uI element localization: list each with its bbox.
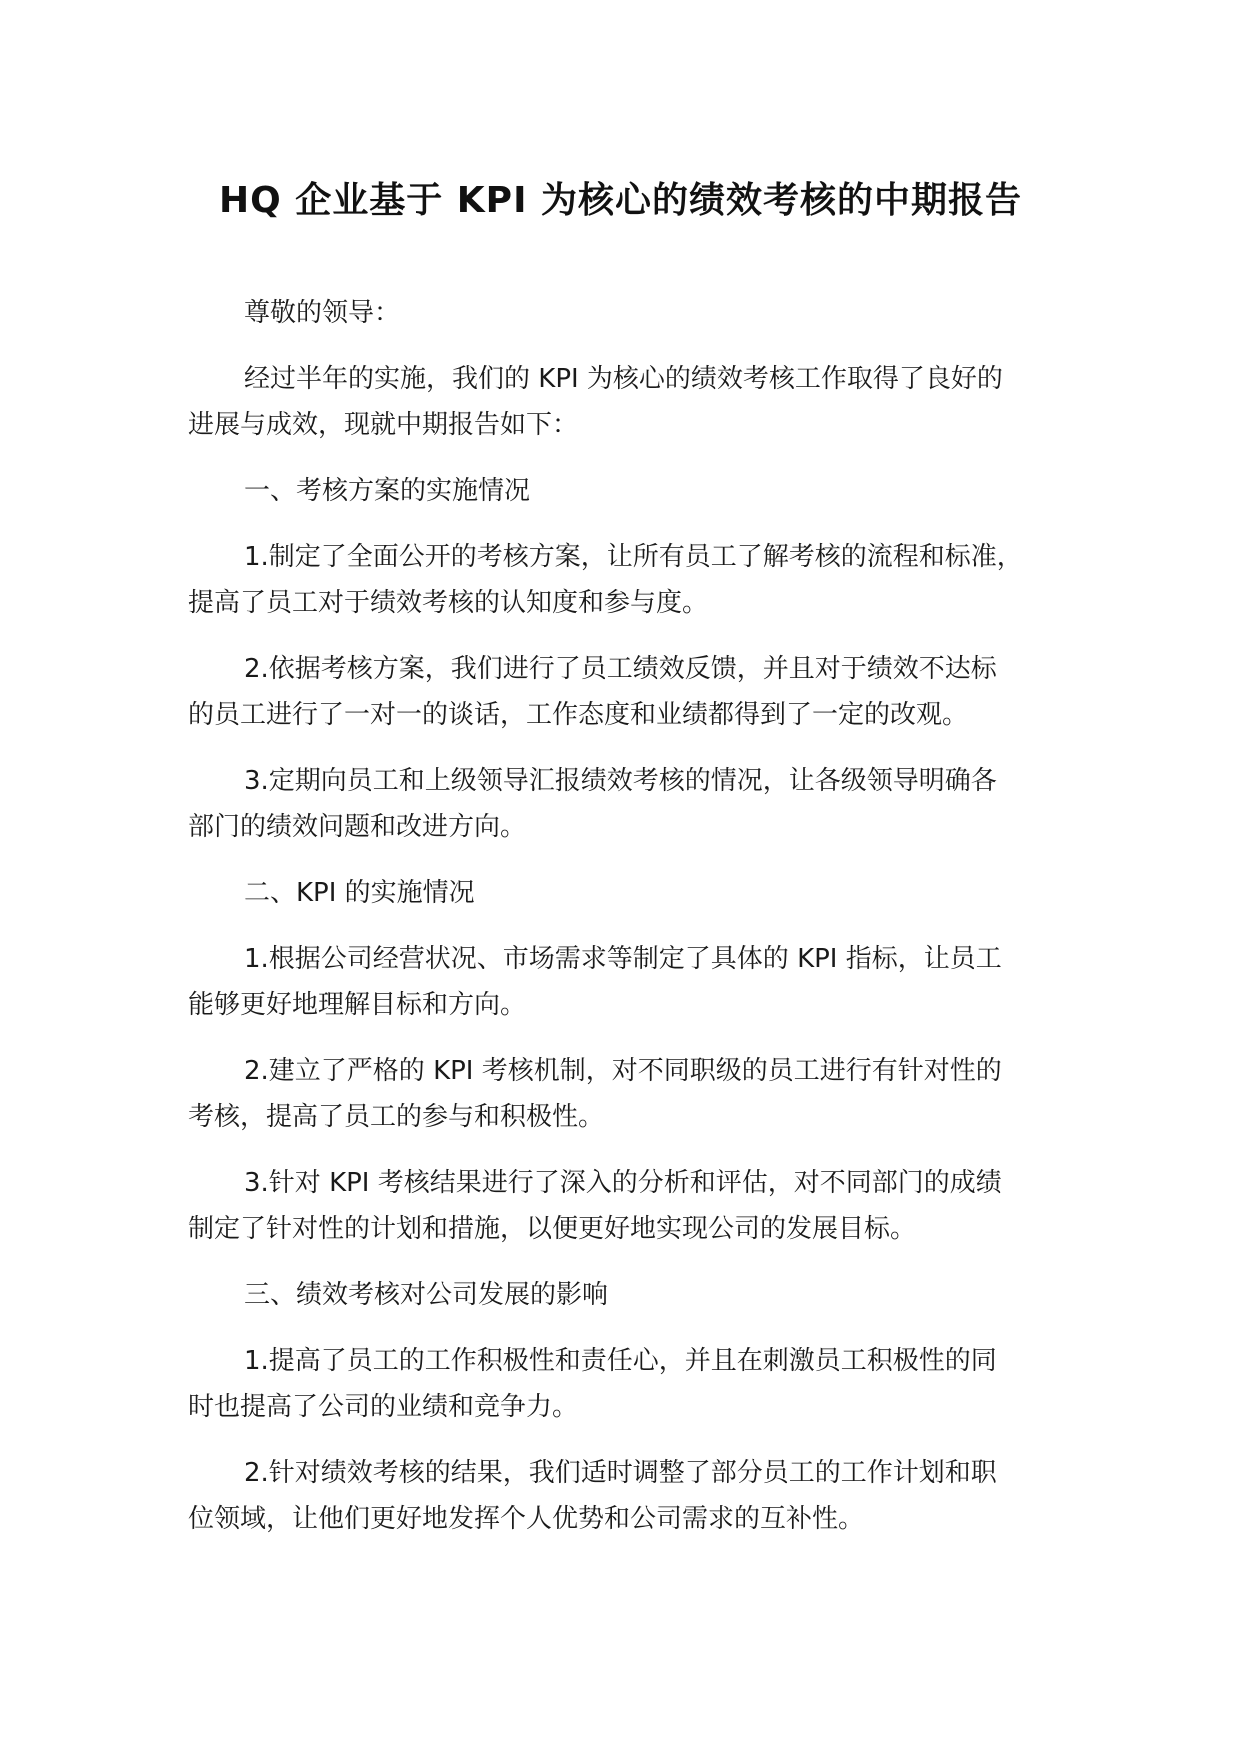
section-item: 3.定期向员工和上级领导汇报绩效考核的情况，让各级领导明确各 部门的绩效问题和改进方向。	[188, 766, 997, 842]
section-heading: 二、KPI 的实施情况	[244, 878, 475, 908]
document-title: HQ 企业基于 KPI 为核心的绩效考核的中期报告	[218, 180, 1022, 221]
section-heading: 一、考核方案的实施情况	[244, 476, 531, 506]
section-item: 1.根据公司经营状况、市场需求等制定了具体的 KPI 指标，让员工 能够更好地理解目标和方向。	[188, 944, 1002, 1020]
greeting: 尊敬的领导：	[244, 298, 401, 328]
section-item: 3.针对 KPI 考核结果进行了深入的分析和评估，对不同部门的成绩 制定了针对性的计划和措施，以便更好地实现公司的发展目标。	[188, 1168, 1002, 1244]
intro-paragraph: 经过半年的实施，我们的 KPI 为核心的绩效考核工作取得了良好的 进展与成效，现就中期报告如下：	[188, 364, 1003, 440]
section-item: 2.建立了严格的 KPI 考核机制，对不同职级的员工进行有针对性的 考核，提高了员工的参与和积极性。	[188, 1056, 1002, 1132]
section-item: 1.制定了全面公开的考核方案，让所有员工了解考核的流程和标准， 提高了员工对于绩效考核的认知度和参与度。	[188, 542, 1023, 618]
document-body	[188, 290, 1088, 1562]
section-item: 2.针对绩效考核的结果，我们适时调整了部分员工的工作计划和职 位领域，让他们更好地发挥个人优势和公司需求的互补性。	[188, 1458, 997, 1534]
section-heading: 三、绩效考核对公司发展的影响	[244, 1280, 609, 1310]
section-item: 1.提高了员工的工作积极性和责任心，并且在刺激员工积极性的同 时也提高了公司的业绩和竞争力。	[188, 1346, 997, 1422]
section-item: 2.依据考核方案，我们进行了员工绩效反馈，并且对于绩效不达标 的员工进行了一对一的谈话，工作态度和业绩都得到了一定的改观。	[188, 654, 997, 730]
